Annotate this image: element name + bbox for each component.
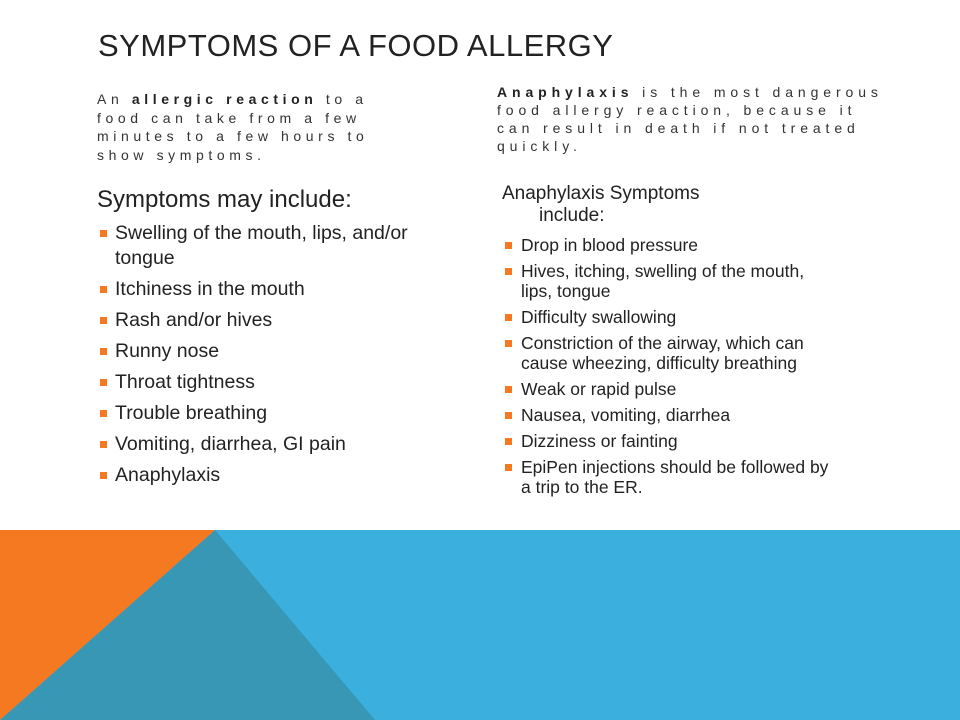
bullet-icon	[100, 230, 107, 237]
list-item-text: Dizziness or fainting	[521, 431, 678, 451]
left-intro-pre: An	[97, 91, 132, 107]
left-intro-bold: allergic reaction	[131, 91, 318, 107]
bullet-icon	[505, 438, 512, 445]
list-item-text: Rash and/or hives	[115, 309, 273, 331]
list-item-text: Throat tightness	[115, 371, 255, 393]
background-triangles	[0, 530, 960, 720]
bullet-icon	[505, 464, 512, 471]
bullet-icon	[505, 386, 512, 393]
slide-title: SYMPTOMS OF A FOOD ALLERGY	[98, 28, 614, 63]
list-item	[100, 339, 420, 364]
bullet-icon	[100, 286, 107, 293]
list-item	[100, 370, 420, 395]
list-item	[100, 221, 420, 271]
list-item	[505, 307, 835, 327]
list-item-text: Drop in blood pressure	[521, 235, 699, 255]
list-item-text: Trouble breathing	[115, 402, 268, 424]
list-item-text: Constriction of the airway, which can cause wheezing, difficulty breathing	[521, 333, 804, 373]
left-intro-text	[97, 90, 417, 164]
bullet-icon	[505, 314, 512, 321]
right-heading-line1: Anaphylaxis Symptoms	[502, 183, 700, 204]
bullet-icon	[100, 379, 107, 386]
left-heading: Symptoms may include:	[97, 186, 352, 213]
list-item	[505, 333, 835, 373]
left-intro-post: to a food can take from a few minutes to a few hours to show symptoms.	[97, 91, 369, 163]
list-item	[505, 261, 835, 301]
list-item	[505, 457, 835, 497]
list-item	[100, 401, 420, 426]
list-item	[505, 379, 835, 399]
right-intro-bold: Anaphylaxis	[497, 84, 634, 100]
list-item-text: Hives, itching, swelling of the mouth, lips, tongue	[521, 261, 805, 301]
bullet-icon	[100, 348, 107, 355]
list-item-text: Difficulty swallowing	[521, 307, 677, 327]
left-symptom-list	[100, 221, 420, 494]
list-item	[505, 431, 835, 451]
right-intro-text	[497, 83, 897, 155]
bullet-icon	[505, 242, 512, 249]
list-item	[505, 235, 835, 255]
bullet-icon	[100, 317, 107, 324]
bullet-icon	[505, 340, 512, 347]
list-item	[100, 308, 420, 333]
list-item-text: Nausea, vomiting, diarrhea	[521, 405, 731, 425]
list-item	[505, 405, 835, 425]
list-item-text: Vomiting, diarrhea, GI pain	[115, 433, 346, 455]
list-item-text: Runny nose	[115, 340, 220, 362]
list-item	[100, 277, 420, 302]
list-item	[100, 432, 420, 457]
list-item-text: Weak or rapid pulse	[521, 379, 677, 399]
right-intro-post: is the most dangerous food allergy reaction, because it can result in death if not treated quickly.	[497, 84, 883, 154]
right-symptom-list	[505, 235, 835, 503]
bullet-icon	[100, 441, 107, 448]
bullet-icon	[100, 410, 107, 417]
list-item-text: EpiPen injections should be followed by a trip to the ER.	[521, 457, 829, 497]
list-item-text: Anaphylaxis	[115, 464, 221, 486]
right-heading-line2: include:	[539, 205, 605, 226]
right-heading	[502, 183, 802, 227]
list-item	[100, 463, 420, 488]
list-item-text: Itchiness in the mouth	[115, 278, 305, 300]
bullet-icon	[100, 472, 107, 479]
bullet-icon	[505, 412, 512, 419]
list-item-text: Swelling of the mouth, lips, and/or tongue	[115, 222, 408, 269]
bullet-icon	[505, 268, 512, 275]
